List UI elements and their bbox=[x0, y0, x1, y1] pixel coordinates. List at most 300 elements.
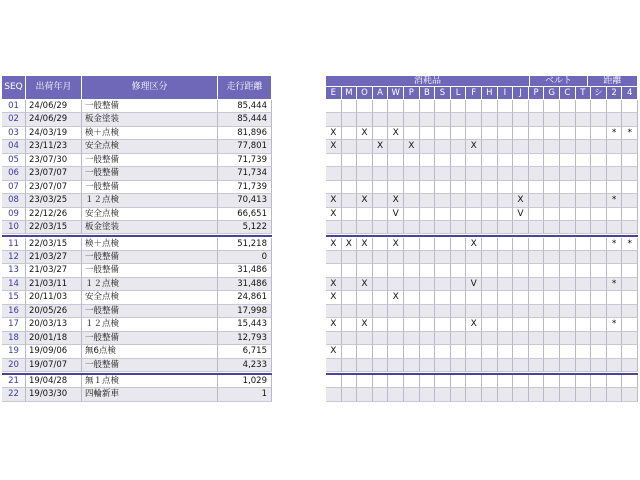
row-mark-cell bbox=[529, 332, 545, 345]
row-mark-cell bbox=[560, 140, 576, 153]
row-mark-cell bbox=[435, 345, 451, 358]
row-mark-cell bbox=[498, 221, 514, 234]
row-mark-cell bbox=[342, 388, 358, 401]
row-mark-cell bbox=[451, 388, 467, 401]
row-mark-cell bbox=[498, 291, 514, 304]
row-mark-cell bbox=[420, 345, 436, 358]
row-mark-cell bbox=[529, 359, 545, 372]
row-mark-cell bbox=[326, 167, 342, 180]
row-mark-cell bbox=[342, 278, 358, 291]
row-seq: 19 bbox=[2, 345, 26, 358]
row-mileage: 17,998 bbox=[218, 305, 272, 318]
row-mark-cell bbox=[622, 388, 638, 401]
row-category: 一般整備 bbox=[82, 264, 218, 277]
row-mark-cell bbox=[466, 332, 482, 345]
row-category: 一般整備 bbox=[82, 181, 218, 194]
row-mark-cell bbox=[544, 221, 560, 234]
row-mark-cell bbox=[607, 251, 623, 264]
row-mark-cell bbox=[342, 154, 358, 167]
row-mark-cell bbox=[622, 221, 638, 234]
row-mark-cell bbox=[513, 251, 529, 264]
row-mark-cell bbox=[544, 194, 560, 207]
row-mark-cell bbox=[388, 154, 404, 167]
row-mark-cell bbox=[373, 181, 389, 194]
row-mark-cell bbox=[466, 181, 482, 194]
row-mark-cell bbox=[482, 388, 498, 401]
row-mark-cell bbox=[326, 221, 342, 234]
row-mark-cell bbox=[544, 305, 560, 318]
row-mark-cell bbox=[560, 375, 576, 388]
row-mark-cell bbox=[342, 194, 358, 207]
row-mark-cell bbox=[622, 318, 638, 331]
row-mark-cell: X bbox=[326, 345, 342, 358]
row-mark-cell bbox=[482, 167, 498, 180]
row-mark-cell: X bbox=[326, 238, 342, 251]
row-mark-cell: X bbox=[326, 291, 342, 304]
row-mark-cell bbox=[560, 359, 576, 372]
row-mark-cell bbox=[435, 154, 451, 167]
row-mark-cell bbox=[342, 375, 358, 388]
row-mark-cell bbox=[622, 154, 638, 167]
row-mark-cell bbox=[622, 167, 638, 180]
row-mark-cell bbox=[388, 388, 404, 401]
row-mark-cell bbox=[529, 375, 545, 388]
row-mark-cell bbox=[622, 251, 638, 264]
row-mark-cell bbox=[560, 154, 576, 167]
header-sub-col: E bbox=[326, 87, 342, 100]
row-mark-cell bbox=[607, 375, 623, 388]
row-mark-cell bbox=[466, 305, 482, 318]
row-mark-cell bbox=[591, 318, 607, 331]
row-mark-cell bbox=[373, 221, 389, 234]
row-mark-cell bbox=[544, 318, 560, 331]
row-category: 無１点検 bbox=[82, 375, 218, 388]
header-sub-col: L bbox=[451, 87, 467, 100]
row-mark-cell bbox=[342, 181, 358, 194]
row-mark-cell bbox=[435, 264, 451, 277]
row-mark-cell: X bbox=[357, 318, 373, 331]
row-mark-cell bbox=[544, 359, 560, 372]
row-seq: 18 bbox=[2, 332, 26, 345]
row-mark-cell: * bbox=[607, 318, 623, 331]
row-mark-cell bbox=[482, 305, 498, 318]
row-mileage: 71,739 bbox=[218, 181, 272, 194]
row-mark-cell bbox=[607, 291, 623, 304]
row-mark-cell bbox=[357, 167, 373, 180]
row-seq: 21 bbox=[2, 375, 26, 388]
row-mark-cell bbox=[622, 264, 638, 277]
row-mark-cell: X bbox=[466, 238, 482, 251]
row-mark-cell bbox=[373, 100, 389, 113]
row-mark-cell bbox=[435, 359, 451, 372]
row-mark-cell bbox=[466, 194, 482, 207]
row-mark-cell bbox=[435, 140, 451, 153]
row-mileage: 85,444 bbox=[218, 100, 272, 113]
row-category: 板金塗装 bbox=[82, 113, 218, 126]
row-mark-cell: X bbox=[388, 291, 404, 304]
row-mark-cell bbox=[388, 305, 404, 318]
row-mark-cell bbox=[544, 113, 560, 126]
row-mark-cell bbox=[404, 264, 420, 277]
row-mark-cell bbox=[404, 291, 420, 304]
row-mark-cell bbox=[498, 278, 514, 291]
row-mark-cell bbox=[482, 194, 498, 207]
row-mark-cell bbox=[576, 140, 592, 153]
row-mark-cell bbox=[529, 127, 545, 140]
row-mark-cell bbox=[420, 291, 436, 304]
header-category: 修理区分 bbox=[82, 76, 218, 100]
row-mark-cell: * bbox=[622, 238, 638, 251]
row-mileage: 31,486 bbox=[218, 264, 272, 277]
row-mark-cell bbox=[342, 167, 358, 180]
row-mark-cell: X bbox=[388, 127, 404, 140]
row-mark-cell bbox=[576, 238, 592, 251]
row-mark-cell bbox=[607, 181, 623, 194]
row-mark-cell bbox=[576, 154, 592, 167]
row-mark-cell bbox=[342, 345, 358, 358]
row-mark-cell bbox=[576, 181, 592, 194]
row-mark-cell bbox=[373, 264, 389, 277]
row-mark-cell bbox=[373, 113, 389, 126]
row-seq: 08 bbox=[2, 194, 26, 207]
row-mark-cell bbox=[435, 127, 451, 140]
row-date: 19/07/07 bbox=[26, 359, 82, 372]
row-mark-cell bbox=[373, 238, 389, 251]
row-mark-cell bbox=[420, 154, 436, 167]
row-mark-cell bbox=[435, 318, 451, 331]
row-mark-cell bbox=[435, 251, 451, 264]
row-mark-cell bbox=[544, 251, 560, 264]
row-mark-cell bbox=[591, 388, 607, 401]
row-mark-cell bbox=[420, 305, 436, 318]
row-mark-cell bbox=[482, 113, 498, 126]
row-mark-cell bbox=[326, 251, 342, 264]
row-mark-cell bbox=[326, 375, 342, 388]
row-date: 23/07/30 bbox=[26, 154, 82, 167]
row-mark-cell bbox=[498, 113, 514, 126]
row-mark-cell bbox=[607, 100, 623, 113]
row-mark-cell bbox=[482, 181, 498, 194]
row-category: 安全点検 bbox=[82, 140, 218, 153]
row-mark-cell bbox=[498, 100, 514, 113]
row-mark-cell bbox=[482, 318, 498, 331]
row-mark-cell bbox=[607, 359, 623, 372]
row-mark-cell bbox=[498, 140, 514, 153]
row-mileage: 31,486 bbox=[218, 278, 272, 291]
header-sub-col: S bbox=[435, 87, 451, 100]
row-category: 一般整備 bbox=[82, 100, 218, 113]
row-date: 21/03/11 bbox=[26, 278, 82, 291]
row-mark-cell bbox=[451, 291, 467, 304]
row-mark-cell bbox=[576, 388, 592, 401]
row-mark-cell bbox=[576, 345, 592, 358]
row-mark-cell bbox=[466, 291, 482, 304]
row-mark-cell bbox=[435, 238, 451, 251]
row-mark-cell bbox=[498, 238, 514, 251]
row-mark-cell bbox=[357, 375, 373, 388]
row-mark-cell bbox=[342, 332, 358, 345]
row-mark-cell bbox=[482, 208, 498, 221]
row-date: 22/03/15 bbox=[26, 238, 82, 251]
row-mark-cell: * bbox=[622, 127, 638, 140]
row-mark-cell bbox=[466, 208, 482, 221]
row-mark-cell bbox=[404, 332, 420, 345]
row-mark-cell bbox=[435, 388, 451, 401]
row-mark-cell bbox=[498, 194, 514, 207]
row-mark-cell bbox=[404, 359, 420, 372]
row-mark-cell: V bbox=[466, 278, 482, 291]
row-mark-cell bbox=[607, 388, 623, 401]
row-mileage: 1 bbox=[218, 388, 272, 401]
row-mark-cell bbox=[498, 359, 514, 372]
row-mark-cell bbox=[404, 375, 420, 388]
row-date: 23/11/23 bbox=[26, 140, 82, 153]
row-date: 20/05/26 bbox=[26, 305, 82, 318]
row-seq: 04 bbox=[2, 140, 26, 153]
row-category: 安全点検 bbox=[82, 208, 218, 221]
row-mark-cell bbox=[498, 264, 514, 277]
row-mark-cell bbox=[326, 181, 342, 194]
row-mark-cell bbox=[404, 345, 420, 358]
row-mark-cell bbox=[482, 100, 498, 113]
row-mark-cell: X bbox=[342, 238, 358, 251]
row-mileage: 12,793 bbox=[218, 332, 272, 345]
row-mark-cell bbox=[404, 278, 420, 291]
row-mark-cell bbox=[388, 278, 404, 291]
row-mark-cell bbox=[357, 113, 373, 126]
row-mark-cell bbox=[544, 332, 560, 345]
row-mark-cell bbox=[591, 345, 607, 358]
row-mark-cell bbox=[482, 264, 498, 277]
row-category: １２点検 bbox=[82, 194, 218, 207]
row-seq: 03 bbox=[2, 127, 26, 140]
row-seq: 22 bbox=[2, 388, 26, 401]
row-mark-cell bbox=[513, 359, 529, 372]
row-category: 一般整備 bbox=[82, 251, 218, 264]
row-mark-cell bbox=[576, 113, 592, 126]
row-date: 23/03/25 bbox=[26, 194, 82, 207]
row-mark-cell bbox=[451, 140, 467, 153]
row-mark-cell bbox=[607, 345, 623, 358]
row-mark-cell bbox=[560, 208, 576, 221]
row-mark-cell: X bbox=[388, 238, 404, 251]
row-category: 安全点検 bbox=[82, 291, 218, 304]
row-category: 検＋点検 bbox=[82, 127, 218, 140]
row-mark-cell bbox=[466, 100, 482, 113]
row-mark-cell bbox=[373, 127, 389, 140]
row-mark-cell bbox=[544, 238, 560, 251]
row-mark-cell bbox=[420, 251, 436, 264]
row-date: 20/01/18 bbox=[26, 332, 82, 345]
header-sub-col: W bbox=[388, 87, 404, 100]
row-category: １２点検 bbox=[82, 278, 218, 291]
header-sub-col: B bbox=[420, 87, 436, 100]
row-mark-cell bbox=[498, 154, 514, 167]
row-mark-cell bbox=[388, 264, 404, 277]
row-mark-cell bbox=[622, 100, 638, 113]
row-mark-cell: X bbox=[373, 140, 389, 153]
row-mark-cell bbox=[388, 167, 404, 180]
row-mileage: 4,233 bbox=[218, 359, 272, 372]
row-mark-cell bbox=[435, 375, 451, 388]
row-mark-cell bbox=[435, 305, 451, 318]
row-mark-cell bbox=[388, 221, 404, 234]
header-sub-col: シ bbox=[591, 87, 607, 100]
row-mark-cell bbox=[544, 375, 560, 388]
row-mark-cell bbox=[466, 264, 482, 277]
row-mileage: 85,444 bbox=[218, 113, 272, 126]
row-mark-cell bbox=[388, 181, 404, 194]
header-sub-col: M bbox=[342, 87, 358, 100]
row-mark-cell bbox=[591, 305, 607, 318]
row-mark-cell bbox=[544, 278, 560, 291]
row-mark-cell bbox=[544, 208, 560, 221]
row-mark-cell bbox=[498, 318, 514, 331]
row-mark-cell bbox=[451, 154, 467, 167]
row-mark-cell bbox=[513, 127, 529, 140]
row-mark-cell bbox=[435, 167, 451, 180]
row-mark-cell bbox=[498, 388, 514, 401]
row-mark-cell bbox=[544, 167, 560, 180]
row-mark-cell bbox=[529, 140, 545, 153]
row-category: 一般整備 bbox=[82, 332, 218, 345]
row-mark-cell bbox=[451, 194, 467, 207]
row-mark-cell bbox=[529, 221, 545, 234]
row-mileage: 5,122 bbox=[218, 221, 272, 234]
row-mark-cell bbox=[373, 208, 389, 221]
row-mark-cell bbox=[420, 208, 436, 221]
row-mark-cell bbox=[576, 221, 592, 234]
row-mark-cell bbox=[607, 221, 623, 234]
row-mark-cell bbox=[342, 251, 358, 264]
row-mark-cell bbox=[388, 113, 404, 126]
row-mark-cell bbox=[404, 154, 420, 167]
row-mark-cell: X bbox=[326, 278, 342, 291]
header-sub-col: A bbox=[373, 87, 389, 100]
row-seq: 16 bbox=[2, 305, 26, 318]
row-mark-cell bbox=[388, 251, 404, 264]
row-mark-cell bbox=[622, 140, 638, 153]
row-mark-cell bbox=[529, 100, 545, 113]
row-mark-cell bbox=[591, 154, 607, 167]
row-mark-cell bbox=[622, 113, 638, 126]
row-mark-cell bbox=[591, 167, 607, 180]
row-mileage: 77,801 bbox=[218, 140, 272, 153]
row-mark-cell bbox=[420, 332, 436, 345]
row-mark-cell bbox=[435, 278, 451, 291]
row-mark-cell bbox=[591, 181, 607, 194]
row-mark-cell bbox=[451, 359, 467, 372]
row-mark-cell bbox=[591, 332, 607, 345]
row-mark-cell bbox=[342, 127, 358, 140]
row-mark-cell bbox=[388, 100, 404, 113]
row-date: 21/03/27 bbox=[26, 251, 82, 264]
row-mark-cell bbox=[560, 167, 576, 180]
row-mark-cell bbox=[357, 388, 373, 401]
row-mark-cell bbox=[420, 264, 436, 277]
header-sub-col: O bbox=[357, 87, 373, 100]
row-mark-cell bbox=[622, 278, 638, 291]
row-mark-cell bbox=[435, 113, 451, 126]
row-mark-cell bbox=[529, 278, 545, 291]
row-mark-cell bbox=[326, 154, 342, 167]
row-mark-cell bbox=[482, 127, 498, 140]
row-mark-cell bbox=[451, 181, 467, 194]
row-mark-cell bbox=[451, 208, 467, 221]
row-mark-cell bbox=[513, 318, 529, 331]
row-mark-cell bbox=[466, 113, 482, 126]
row-mark-cell bbox=[388, 140, 404, 153]
row-seq: 12 bbox=[2, 251, 26, 264]
row-mark-cell bbox=[326, 332, 342, 345]
row-mark-cell bbox=[560, 318, 576, 331]
row-mark-cell bbox=[373, 251, 389, 264]
row-mark-cell bbox=[591, 375, 607, 388]
row-mark-cell bbox=[451, 221, 467, 234]
row-mark-cell bbox=[560, 100, 576, 113]
row-mark-cell: X bbox=[357, 238, 373, 251]
row-mark-cell bbox=[513, 167, 529, 180]
row-mark-cell bbox=[576, 167, 592, 180]
row-mark-cell bbox=[529, 264, 545, 277]
row-date: 21/03/27 bbox=[26, 264, 82, 277]
header-group-consumables: 消耗品 bbox=[326, 76, 530, 87]
row-mark-cell bbox=[466, 388, 482, 401]
row-mark-cell bbox=[544, 127, 560, 140]
row-mark-cell bbox=[560, 278, 576, 291]
row-mark-cell bbox=[342, 359, 358, 372]
row-mark-cell bbox=[435, 332, 451, 345]
row-mark-cell bbox=[420, 140, 436, 153]
row-mark-cell bbox=[466, 127, 482, 140]
row-mileage: 6,715 bbox=[218, 345, 272, 358]
row-mark-cell bbox=[591, 127, 607, 140]
row-mark-cell bbox=[388, 345, 404, 358]
row-date: 24/06/29 bbox=[26, 100, 82, 113]
row-mark-cell bbox=[560, 113, 576, 126]
row-mark-cell bbox=[591, 278, 607, 291]
row-mark-cell: X bbox=[357, 127, 373, 140]
header-sub-col: 2 bbox=[607, 87, 623, 100]
row-mileage: 81,896 bbox=[218, 127, 272, 140]
row-mark-cell bbox=[529, 194, 545, 207]
row-mark-cell bbox=[591, 251, 607, 264]
row-mark-cell bbox=[529, 113, 545, 126]
row-category: １２点検 bbox=[82, 318, 218, 331]
row-mark-cell bbox=[544, 388, 560, 401]
header-group-distance: 距離 bbox=[588, 76, 638, 87]
row-mark-cell bbox=[357, 345, 373, 358]
row-mark-cell bbox=[326, 264, 342, 277]
row-mark-cell bbox=[326, 388, 342, 401]
row-seq: 14 bbox=[2, 278, 26, 291]
row-mark-cell: V bbox=[388, 208, 404, 221]
row-mark-cell: * bbox=[607, 194, 623, 207]
row-mark-cell bbox=[591, 264, 607, 277]
row-mark-cell bbox=[342, 100, 358, 113]
row-category: 一般整備 bbox=[82, 154, 218, 167]
row-mark-cell bbox=[529, 305, 545, 318]
row-mark-cell bbox=[607, 305, 623, 318]
row-mark-cell bbox=[451, 238, 467, 251]
row-mark-cell bbox=[513, 181, 529, 194]
row-mark-cell bbox=[607, 154, 623, 167]
row-category: 検＋点検 bbox=[82, 238, 218, 251]
row-mark-cell bbox=[404, 100, 420, 113]
row-mileage: 1,029 bbox=[218, 375, 272, 388]
row-mark-cell bbox=[404, 251, 420, 264]
row-mark-cell bbox=[498, 127, 514, 140]
